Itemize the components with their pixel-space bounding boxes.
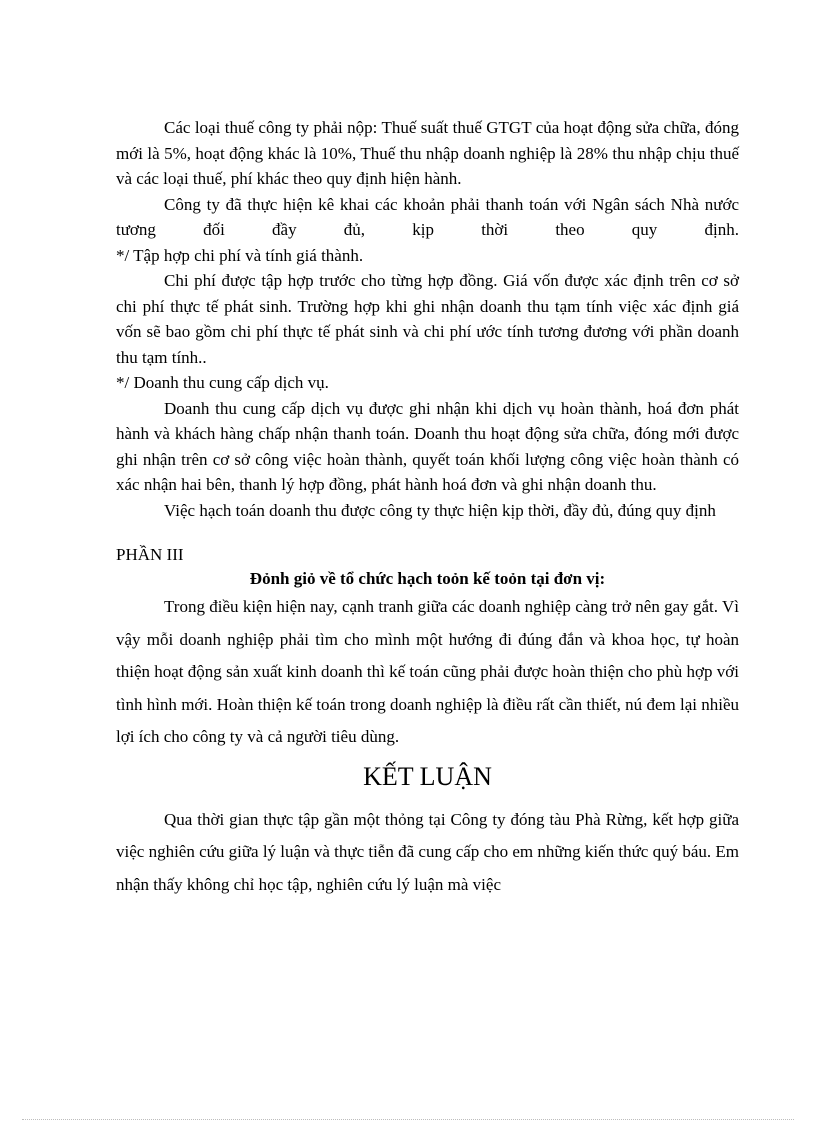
evaluation-paragraph: Trong điều kiện hiện nay, cạnh tranh giữa các doanh nghiệp càng trở nên gay gắt. Vì vậy mỗi doanh nghiệp phải tìm cho mình một hướng đi đúng đắn và khoa học, tự hoàn thiện hoạt động sản xuất kinh doanh thì kế toán cũng phải được hoàn thiện cho phù hợp với tình hình mới. Hoàn thiện kế toán trong doanh nghiệp là điều rất cần thiết, nú đem lại nhiều lợi ích cho công ty và cả người tiêu dùng. xyxy=(116,597,739,746)
budget-payment-paragraph: Công ty đã thực hiện kê khai các khoản phải thanh toán với Ngân sách Nhà nước tương đối đầy đủ, kịp thời theo quy định. xyxy=(116,194,739,239)
cost-heading: */ Tập hợp chi phí và tính giá thành. xyxy=(116,245,364,265)
footer-divider xyxy=(22,1119,794,1120)
revenue-heading: */ Doanh thu cung cấp dịch vụ. xyxy=(116,373,329,392)
revenue-accounting-paragraph: Việc hạch toán doanh thu được công ty thực hiện kịp thời, đầy đủ, đúng quy định xyxy=(164,500,716,520)
document-page xyxy=(116,115,739,901)
accounting-policies-section xyxy=(116,115,739,523)
tax-paragraph: Các loại thuế công ty phải nộp: Thuế suất thuế GTGT của hoạt động sửa chữa, đóng mới là 5%, hoạt động khác là 10%, Thuế thu nhập doanh nghiệp là 28% thu nhập chịu thuế và các loại thuế, phí khác theo quy định hiện hành. xyxy=(116,118,739,188)
conclusion-section xyxy=(116,804,739,902)
part-title: Đỏnh giỏ về tổ chức hạch toỏn kế toỏn tại đơn vị: xyxy=(249,569,606,588)
conclusion-paragraph: Qua thời gian thực tập gần một thỏng tại Công ty đóng tàu Phà Rừng, kết hợp giữa việc nghiên cứu giữa lý luận và thực tiễn đã cung cấp cho em những kiến thức quý báu. Em nhận thấy không chỉ học tập, nghiên cứu lý luận mà việc xyxy=(116,809,739,894)
section-spacer xyxy=(116,523,739,543)
evaluation-section xyxy=(116,591,739,754)
revenue-paragraph: Doanh thu cung cấp dịch vụ được ghi nhận khi dịch vụ hoàn thành, hoá đơn phát hành và khách hàng chấp nhận thanh toán. Doanh thu hoạt động sửa chữa, đóng mới được ghi nhận trên cơ sở công việc hoàn thành, quyết toán khối lượng công việc hoàn thành có xác nhận hai bên, thanh lý hợp đồng, phát hành hoá đơn và ghi nhận doanh thu. xyxy=(116,398,739,494)
conclusion-title: KẾT LUẬN xyxy=(363,761,492,791)
part-label: PHẦN III xyxy=(116,545,184,564)
cost-paragraph: Chi phí được tập hợp trước cho từng hợp đồng. Giá vốn được xác định trên cơ sở chi phí thực tế phát sinh. Trường hợp khi ghi nhận doanh thu tạm tính việc xác định giá vốn sẽ bao gồm chi phí thực tế phát sinh và chi phí ước tính tương đương với phần doanh thu tạm tính.. xyxy=(116,271,739,367)
